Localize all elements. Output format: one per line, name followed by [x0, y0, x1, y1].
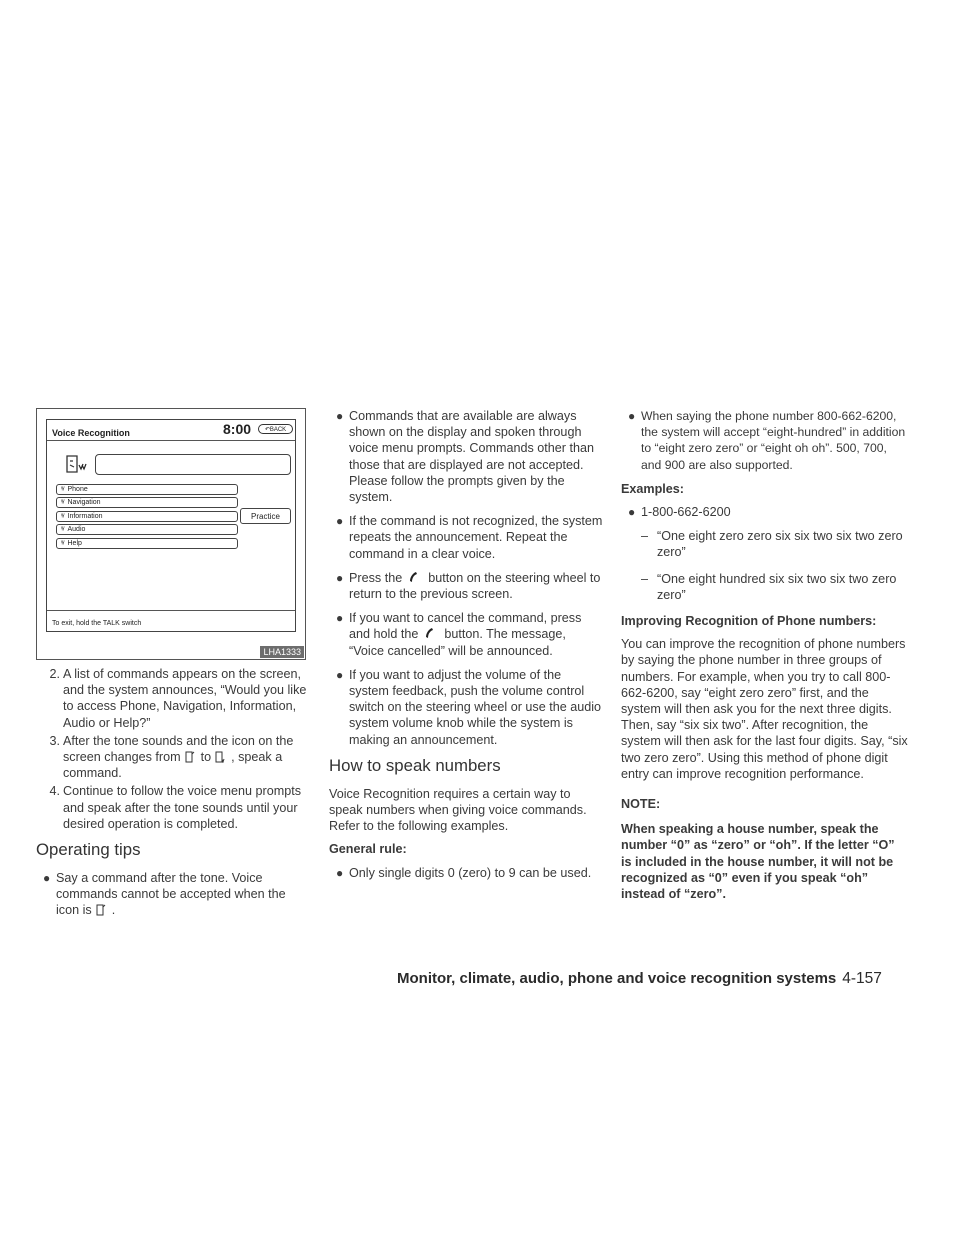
numbers-intro: Voice Recognition requires a certain way to speak numbers when giving voice commands. Refer to the following examples.: [329, 786, 587, 834]
heading-operating-tips: Operating tips: [36, 840, 141, 860]
step-4: 4. Continue to follow the voice menu prompts and speak after the tone sounds until your desired operation is completed.: [49, 784, 302, 831]
general-rule-label: General rule:: [329, 842, 407, 857]
screen-divider: [47, 440, 295, 441]
command-menu: [56, 484, 238, 551]
voice-wave-icon: ᵞᵞ: [61, 539, 64, 547]
tip-bullet: ● Press the button on the steering wheel to return to the previous screen.: [336, 570, 601, 602]
examples-label: Examples:: [621, 481, 684, 496]
column-1: [36, 408, 308, 927]
tip-bullet: ● If the command is not recognized, the system repeats the announcement. Repeat the command in a clear voice.: [336, 514, 603, 561]
voice-prompt-icon: [64, 454, 88, 476]
back-label: BACK: [269, 427, 287, 433]
example-dash-2: – “One eight hundred six six two six two zero zero”: [641, 571, 897, 602]
step-2: 2. A list of commands appears on the screen, and the system announces, “Would you like to access Phone, Navigation, Information, Audio or Help?”: [49, 667, 307, 730]
column-3: [621, 408, 908, 909]
tip-bullet: ● If you want to adjust the volume of the system feedback, push the volume control switch on the steering wheel or use the audio system volume knob while the system is making an announcement.: [336, 667, 602, 747]
voice-wave-icon: ᵞᵞ: [61, 512, 64, 520]
column-2: [329, 408, 603, 889]
talk-prompt-icon: [185, 751, 195, 763]
voice-input-field: [95, 454, 291, 475]
menu-item-phone: ᵞᵞ Phone: [56, 484, 238, 495]
talk-listening-icon: [215, 751, 225, 763]
back-button: [258, 424, 293, 434]
phone-button-icon: [424, 627, 434, 639]
note-label: NOTE:: [621, 797, 661, 812]
example-bullet: ● 1-800-662-6200: [628, 505, 731, 520]
screen-display: [46, 419, 296, 632]
tip-bullet: ● Commands that are available are always shown on the display and spoken through voice menu prompts. Commands other than those that are displayed are not accepted. Please follow the prompts given by the system.: [336, 409, 594, 505]
screen-footer-divider: [47, 610, 295, 611]
screen-footer-text: To exit, hold the TALK switch: [52, 620, 142, 627]
screen-clock: 8:00: [223, 421, 252, 437]
back-arrow-icon: ↶: [264, 427, 270, 433]
phone-button-icon: [408, 571, 418, 583]
voice-recognition-screen-figure: [36, 408, 306, 660]
voice-wave-icon: ᵞᵞ: [61, 486, 64, 493]
voice-wave-icon: ᵞᵞ: [61, 499, 64, 507]
menu-item-help: ᵞᵞ Help: [56, 538, 238, 549]
note-text: When speaking a house number, speak the number “0” as “zero” or “oh”. If the letter “O” is included in the house number, it will not be recognized as “0” even if you speak “oh” instead of “zero”.: [621, 822, 895, 902]
menu-item-navigation: ᵞᵞ Navigation: [56, 497, 238, 508]
figure-code: LHA1333: [260, 646, 304, 658]
menu-item-information: ᵞᵞ Information: [56, 511, 238, 522]
step-3: 3. After the tone sounds and the icon on the screen changes from to , speak a command.: [49, 733, 294, 781]
heading-how-to-speak-numbers: How to speak numbers: [329, 755, 501, 775]
rule-bullet: ● When saying the phone number 800-662-6200, the system will accept “eight-hundred” in addition to “eight zero zero” or “eight oh oh”. 500, 700, and 900 are also supported.: [628, 409, 906, 472]
tip-bullet: ● Say a command after the tone. Voice commands cannot be accepted when the icon is .: [43, 871, 286, 918]
improve-text: You can improve the recognition of phone numbers by saying the phone number in three groups of numbers. For example, when you try to call 800-662-6200, say “eight zero zero” first, and the system will then ask you for the next three digits. Then, say “six six two”. After recognition, the system will then ask for the last four digits. Say, “six two zero zero”. Using this method of phone digit entry can improve recognition performance.: [621, 637, 908, 781]
improve-heading: Improving Recognition of Phone numbers:: [621, 614, 877, 629]
section-title: Monitor, climate, audio, phone and voice recognition systems: [397, 970, 837, 987]
rule-bullet: ● Only single digits 0 (zero) to 9 can be used.: [336, 865, 592, 880]
menu-item-audio: ᵞᵞ Audio: [56, 524, 238, 535]
talk-prompt-icon: [96, 904, 106, 916]
screen-title: Voice Recognition: [52, 428, 130, 438]
voice-wave-icon: ᵞᵞ: [61, 526, 64, 534]
tip-bullet: ● If you want to cancel the command, press and hold the button. The message, “Voice cancelled” will be announced.: [336, 611, 582, 658]
example-dash-1: – “One eight zero zero six six two six two zero zero”: [641, 529, 903, 560]
practice-button: Practice: [240, 508, 291, 524]
page-number: 4-157: [842, 970, 882, 987]
page-footer: [397, 970, 882, 988]
